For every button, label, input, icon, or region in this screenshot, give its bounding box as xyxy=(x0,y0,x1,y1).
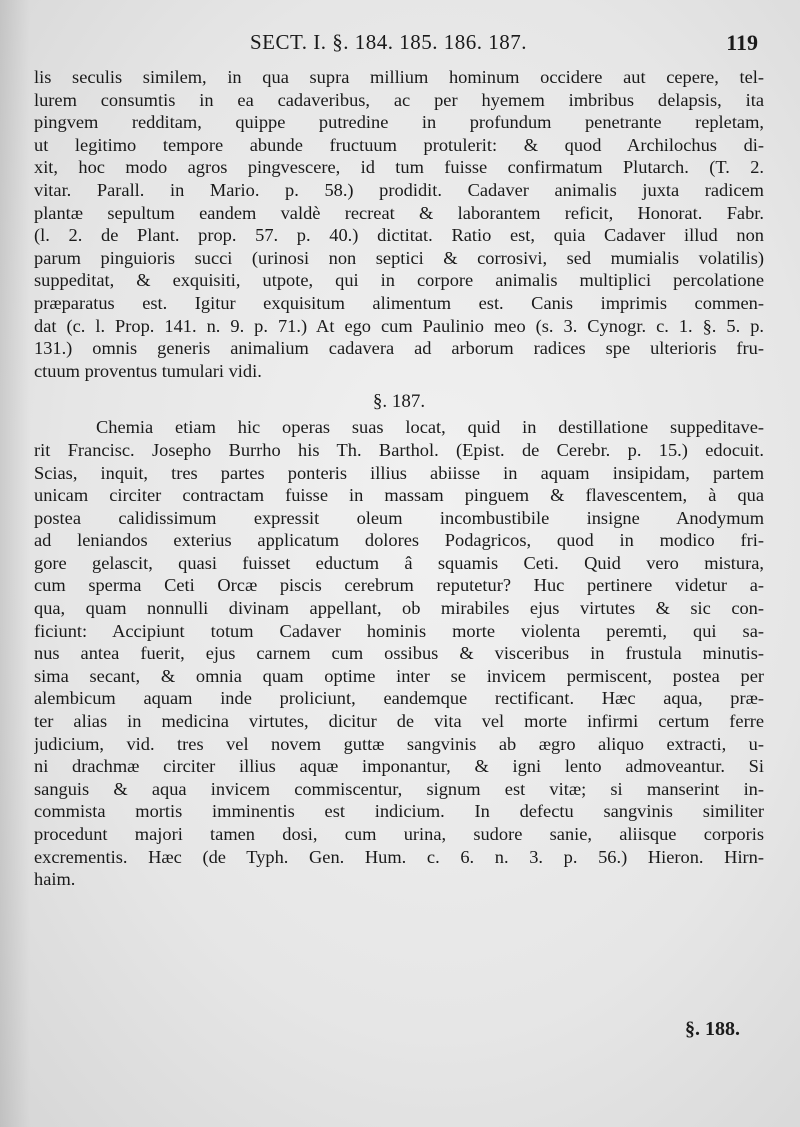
text-line: pingvem redditam, quippe putredine in profundum penetrante repletam, xyxy=(34,112,764,133)
text-line: cum sperma Ceti Orcæ piscis cerebrum reputetur? Huc pertinere videtur a- xyxy=(34,575,764,596)
text-line: sanguis & aqua invicem commiscentur, signum est vitæ; si manserint in- xyxy=(34,778,764,799)
text-line: gore gelascit, quasi fuisset eductum â squamis Ceti. Quid vero mistura, xyxy=(34,552,764,573)
text-line: ut legitimo tempore abunde fructuum protulerit: & quod Archilochus di- xyxy=(34,134,764,155)
section-heading: §. 187. xyxy=(372,391,426,413)
text-line: plantæ sepultum eandem valdè recreat & laborantem reficit, Honorat. Fabr. xyxy=(34,202,764,223)
text-line: ctuum proventus tumulari vidi. xyxy=(34,360,262,381)
text-line: sima secant, & omnia quam optime inter se invicem permiscent, postea per xyxy=(34,665,764,686)
running-head: SECT. I. §. 184. 185. 186. 187. xyxy=(250,30,528,54)
text-line: præparatus est. Igitur exquisitum alimentum est. Canis imprimis commen- xyxy=(34,292,764,313)
text-line: ficiunt: Accipiunt totum Cadaver hominis morte violenta peremti, qui sa- xyxy=(34,620,764,641)
text-line: nus antea fuerit, ejus carnem cum ossibus & visceribus in frustula minutis- xyxy=(34,643,764,664)
text-line: excrementis. Hæc (de Typh. Gen. Hum. c. 6. n. 3. p. 56.) Hieron. Hirn- xyxy=(34,846,764,867)
text-line: (l. 2. de Plant. prop. 57. p. 40.) dictitat. Ratio est, quia Cadaver illud non xyxy=(34,225,764,246)
paragraph-1 xyxy=(34,66,764,382)
text-line: rit Francisc. Josepho Burrho his Th. Barthol. (Epist. de Cerebr. p. 15.) edocuit. xyxy=(34,439,764,460)
paragraph-2 xyxy=(34,416,764,890)
page-header xyxy=(250,30,770,60)
text-line: alembicum aquam inde proliciunt, eandemque rectificant. Hæc aqua, præ- xyxy=(34,688,764,709)
page-number: 119 xyxy=(726,30,758,55)
text-line: postea calidissimum expressit oleum incombustibile insigne Anodymum xyxy=(34,507,764,528)
text-line: Chemia etiam hic operas suas locat, quid in destillatione suppeditave- xyxy=(96,417,764,438)
text-line: ni drachmæ circiter illius aquæ imponantur, & igni lento admoveantur. Si xyxy=(34,756,764,777)
text-line: commista mortis imminentis est indicium. In defectu sangvinis similiter xyxy=(34,801,764,822)
text-line: parum pinguioris succi (urinosi non septici & corrosivi, sed mumialis volatilis) xyxy=(34,247,764,268)
text-line: haim. xyxy=(34,869,76,890)
text-line: dat (c. l. Prop. 141. n. 9. p. 71.) At ego cum Paulinio meo (s. 3. Cynogr. c. 1. §. 5. p. xyxy=(34,315,764,336)
text-line: 131.) omnis generis animalium cadavera ad arborum radices spe ulterioris fru- xyxy=(34,338,764,359)
text-line: ad leniandos exterius applicatum dolores Podagricos, quod in modico fri- xyxy=(34,530,764,551)
catchword: §. 188. xyxy=(685,1018,740,1040)
text-line: judicium, vid. tres vel novem guttæ sangvinis ab ægro aliquo extracti, u- xyxy=(34,733,764,754)
text-line: qua, quam nonnulli divinam appellant, ob mirabiles ejus virtutes & sic con- xyxy=(34,598,764,619)
body-text xyxy=(34,66,764,891)
text-line: lis seculis similem, in qua supra millium hominum occidere aut cepere, tel- xyxy=(34,67,764,87)
text-line: unicam circiter contractam fuisse in massam pinguem & flavescentem, à qua xyxy=(34,485,764,506)
page-fold-shadow xyxy=(0,0,30,1127)
text-line: lurem consumtis in ea cadaveribus, ac per hyemem imbribus delapsis, ita xyxy=(34,89,764,110)
text-line: xit, hoc modo agros pingvescere, id tum fuisse confirmatum Plutarch. (T. 2. xyxy=(34,157,764,178)
text-line: ter alias in medicina virtutes, dicitur de vita vel morte infirmi certum ferre xyxy=(34,711,764,732)
text-line: vitar. Parall. in Mario. p. 58.) prodidit. Cadaver animalis juxta radicem xyxy=(34,179,764,200)
text-line: Scias, inquit, tres partes ponteris illius abiisse in aquam insipidam, partem xyxy=(34,462,764,483)
text-line: suppeditat, & exquisiti, utpote, qui in corpore animalis multiplici percolatione xyxy=(34,270,764,291)
text-line: procedunt majori tamen dosi, cum urina, sudore sanie, aliisque corporis xyxy=(34,824,764,844)
